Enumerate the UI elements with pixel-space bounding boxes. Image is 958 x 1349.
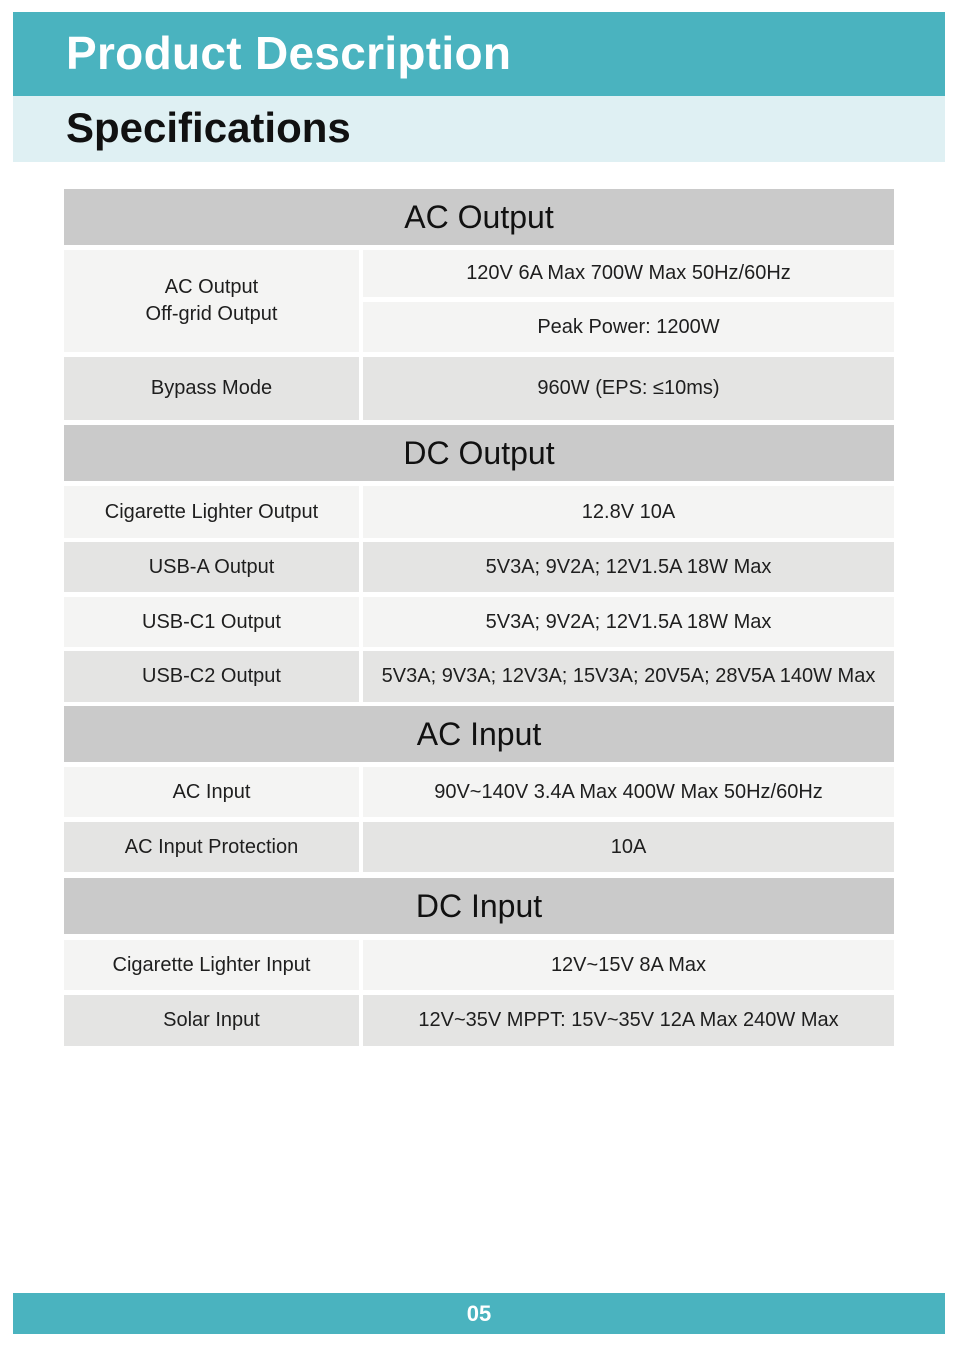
value-usb-c1-output: 5V3A; 9V2A; 12V1.5A 18W Max	[363, 597, 894, 647]
page-title: Product Description	[66, 27, 512, 79]
section-header-ac-input: AC Input	[64, 706, 894, 762]
label-cigarette-lighter-input: Cigarette Lighter Input	[64, 940, 359, 990]
value-usb-c2-output: 5V3A; 9V3A; 12V3A; 15V3A; 20V5A; 28V5A 140W Max	[363, 651, 894, 702]
label-cigarette-lighter-output: Cigarette Lighter Output	[64, 486, 359, 538]
section-header-ac-output: AC Output	[64, 189, 894, 245]
value-ac-output-peak: Peak Power: 1200W	[363, 302, 894, 352]
footer-bar	[13, 1293, 945, 1334]
section-header-dc-input: DC Input	[64, 878, 894, 934]
header-bar	[13, 12, 945, 96]
page-number: 05	[466, 1300, 492, 1326]
value-ac-output-rating: 120V 6A Max 700W Max 50Hz/60Hz	[363, 250, 894, 297]
value-ac-input: 90V~140V 3.4A Max 400W Max 50Hz/60Hz	[363, 767, 894, 817]
label-ac-input: AC Input	[64, 767, 359, 817]
label-usb-c2-output: USB-C2 Output	[64, 651, 359, 702]
label-bypass-mode: Bypass Mode	[64, 357, 359, 420]
label-usb-a-output: USB-A Output	[64, 542, 359, 592]
section-title: Specifications	[66, 104, 351, 151]
value-usb-a-output: 5V3A; 9V2A; 12V1.5A 18W Max	[363, 542, 894, 592]
label-usb-c1-output: USB-C1 Output	[64, 597, 359, 647]
value-bypass-mode: 960W (EPS: ≤10ms)	[363, 357, 894, 420]
label-solar-input: Solar Input	[64, 995, 359, 1046]
subheader-bar	[13, 96, 945, 162]
value-cigarette-lighter-output: 12.8V 10A	[363, 486, 894, 538]
value-solar-input: 12V~35V MPPT: 15V~35V 12A Max 240W Max	[363, 995, 894, 1046]
label-ac-input-protection: AC Input Protection	[64, 822, 359, 872]
value-cigarette-lighter-input: 12V~15V 8A Max	[363, 940, 894, 990]
value-ac-input-protection: 10A	[363, 822, 894, 872]
section-header-dc-output: DC Output	[64, 425, 894, 481]
label-ac-output: AC Output Off-grid Output	[64, 250, 359, 352]
